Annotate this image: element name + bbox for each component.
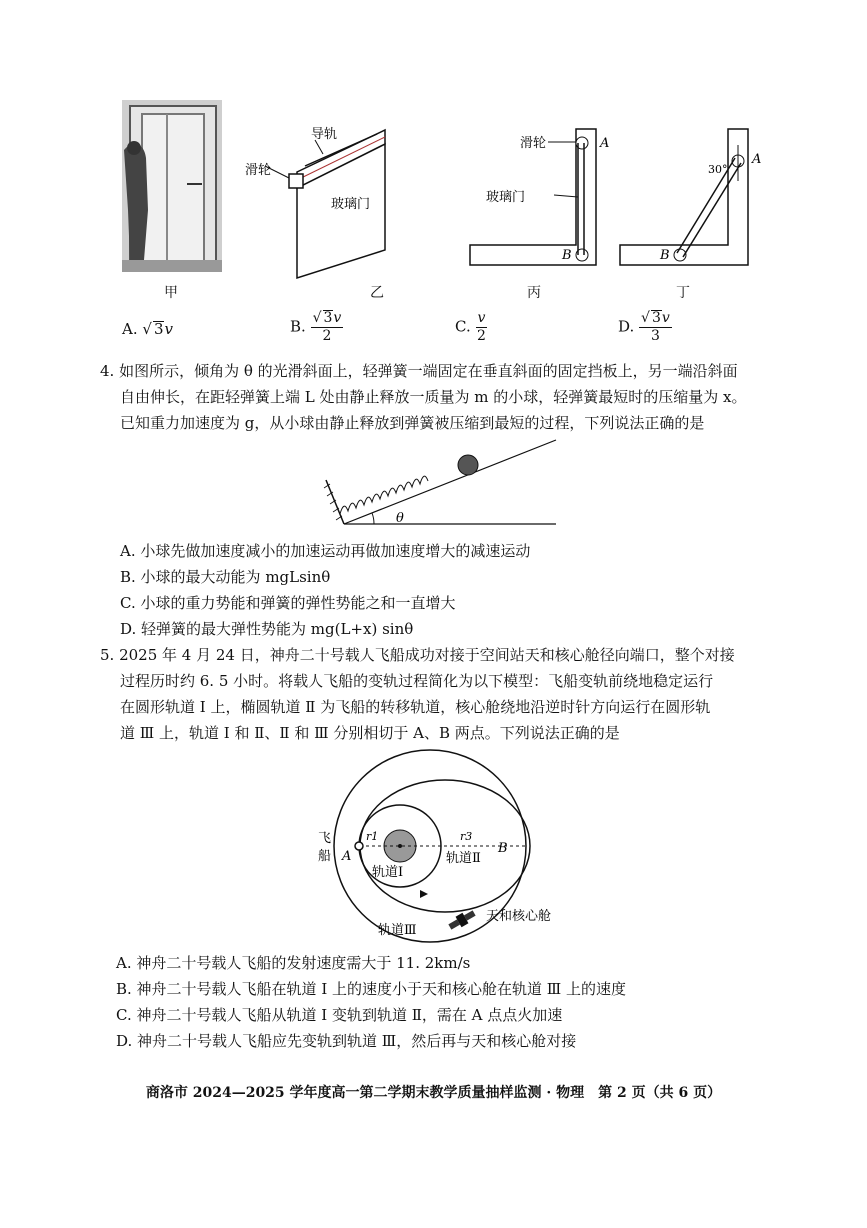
q4-stem-line-2: 自由伸长，在距轻弹簧上端 L 处由静止释放一质量为 m 的小球，轻弹簧最短时的压缩量为 x。	[120, 388, 747, 406]
yi-rail-label: 导轨	[311, 127, 338, 142]
page-footer: 商洛市 2024—2025 学年度高一第二学期末教学质量抽样监测 · 物理 第 2 页（共 6 页）	[145, 1085, 722, 1101]
q4-stem-line-3: 已知重力加速度为 g，从小球由静止释放到弹簧被压缩到最短的过程，下列说法正确的是	[120, 414, 705, 432]
q4-stem-line-1: 4. 如图所示，倾角为 θ 的光滑斜面上，轻弹簧一端固定在垂直斜面的固定挡板上，另一端沿斜面	[100, 362, 738, 380]
diagram-door-side	[468, 125, 608, 270]
ding-point-a: A	[752, 152, 762, 167]
q5-option-b: B. 神舟二十号载人飞船在轨道 Ⅰ 上的速度小于天和核心舱在轨道 Ⅲ 上的速度	[116, 980, 627, 998]
orbit1-label: 轨道Ⅰ	[372, 865, 404, 880]
q4-figure-incline	[322, 432, 562, 532]
incline-spring-diagram	[322, 432, 562, 532]
q3-option-a: A. √ 3v	[122, 320, 173, 338]
q4-angle-label: θ	[396, 511, 404, 526]
q4-option-a: A. 小球先做加速度减小的加速运动再做加速度增大的减速运动	[120, 542, 531, 560]
orbit3-label: 轨道Ⅲ	[378, 923, 417, 938]
q5-option-d: D. 神舟二十号载人飞船应先变轨到轨道 Ⅲ，然后再与天和核心舱对接	[116, 1032, 577, 1050]
figure-yi-caption: 乙	[370, 285, 384, 301]
figure-jia-caption: 甲	[164, 285, 178, 301]
orbit2-label: 轨道Ⅱ	[446, 851, 481, 866]
point-a: A	[342, 849, 352, 864]
figure-ding-caption: 丁	[676, 285, 690, 301]
spacecraft-icon	[355, 842, 363, 850]
ding-point-b: B	[660, 248, 670, 263]
q5-stem-line-1: 5. 2025 年 4 月 24 日，神舟二十号载人飞船成功对接于空间站天和核心舱径向端口，整个对接	[100, 646, 735, 664]
q4-option-b: B. 小球的最大动能为 mgLsinθ	[120, 568, 331, 586]
bing-point-a: A	[600, 136, 610, 151]
q5-stem-line-2: 过程历时约 6. 5 小时。将载人飞船的变轨过程简化为以下模型：飞船变轨前绕地稳定运行	[120, 672, 714, 690]
r1-label: r1	[366, 830, 379, 843]
q3-option-c: C. $\frac{v}{2}$	[455, 310, 486, 344]
yi-pulley-label: 滑轮	[245, 163, 272, 178]
module-label: 天和核心舱	[486, 909, 552, 924]
point-b: B	[498, 841, 508, 856]
diagram-door-tilted	[618, 125, 768, 270]
q3-option-d: D. $\frac{√ 3v}{3}$	[618, 310, 670, 344]
q4-option-c: C. 小球的重力势能和弹簧的弹性势能之和一直增大	[120, 594, 456, 612]
ship-label-2: 船	[318, 849, 332, 864]
q5-stem-line-4: 道 Ⅲ 上，轨道 Ⅰ 和 Ⅱ、Ⅱ 和 Ⅲ 分别相切于 A、B 两点。下列说法正确的是	[120, 724, 620, 742]
yi-door-label: 玻璃门	[331, 197, 371, 212]
r3-label: r3	[460, 830, 473, 843]
figure-bing-caption: 丙	[527, 285, 541, 301]
bing-pulley-label: 滑轮	[520, 136, 547, 151]
q5-figure-orbits	[300, 758, 560, 944]
bing-door-label: 玻璃门	[486, 190, 526, 205]
q5-stem-line-3: 在圆形轨道 Ⅰ 上，椭圆轨道 Ⅱ 为飞船的转移轨道，核心舱绕地沿逆时针方向运行在圆形轨	[120, 698, 711, 716]
q3-option-b: B. $\frac{√ 3v}{2}$	[290, 310, 342, 344]
ding-angle-label: 30°	[708, 163, 728, 176]
figure-bing	[468, 125, 608, 270]
figure-jia	[122, 100, 222, 272]
figure-ding	[618, 125, 768, 270]
q5-option-a: A. 神舟二十号载人飞船的发射速度需大于 11. 2km/s	[116, 954, 471, 972]
q5-option-c: C. 神舟二十号载人飞船从轨道 Ⅰ 变轨到轨道 Ⅱ，需在 A 点点火加速	[116, 1006, 563, 1024]
figure-yi	[245, 100, 405, 280]
photo-glass-door	[122, 100, 222, 272]
orbit-diagram	[300, 758, 560, 944]
bing-point-b: B	[562, 248, 572, 263]
q4-option-d: D. 轻弹簧的最大弹性势能为 mg(L+x) sinθ	[120, 620, 414, 638]
diagram-sliding-door	[245, 100, 405, 280]
ship-label-1: 飞	[318, 831, 332, 846]
